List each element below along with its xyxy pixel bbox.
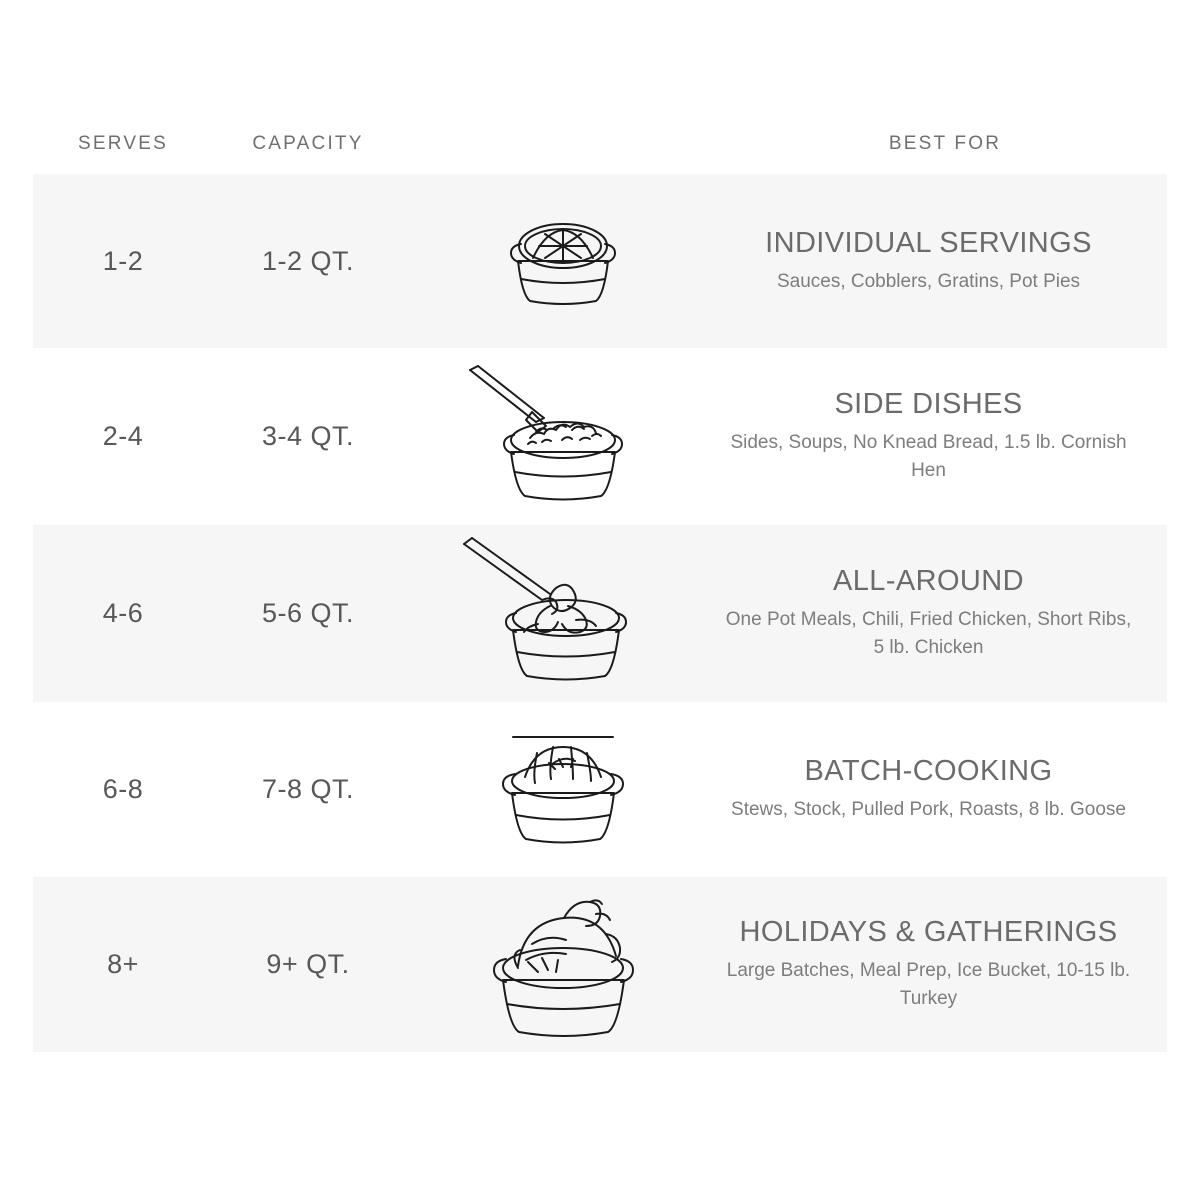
dutch-oven-roast-icon [463, 725, 663, 855]
dutch-oven-fried-chicken-icon [456, 536, 671, 691]
cell-serves: 1-2 [102, 245, 144, 276]
cell-capacity: 3-4 QT. [261, 421, 355, 451]
cell-serves: 4-6 [102, 598, 144, 628]
best-for-description: Sauces, Cobblers, Gratins, Pot Pies [776, 270, 1081, 292]
header-capacity-label: CAPACITY [252, 133, 364, 154]
dutch-oven-side-dish-icon [458, 362, 668, 512]
best-for-description: Stews, Stock, Pulled Pork, Roasts, 8 lb. Goose [731, 799, 1126, 821]
cell-capacity: 7-8 QT. [261, 774, 355, 804]
header-capacity [213, 133, 403, 155]
cell-capacity: 5-6 QT. [261, 598, 355, 628]
best-for-title: INDIVIDUAL SERVINGS [765, 226, 1092, 259]
table-row [33, 525, 1167, 702]
dutch-oven-turkey-icon [456, 882, 671, 1047]
best-for-title: BATCH-COOKING [804, 755, 1053, 788]
cell-best-for [723, 388, 1167, 484]
cell-illustration [403, 362, 723, 512]
header-best-for-label: BEST FOR [888, 133, 1002, 154]
cell-capacity: 1-2 QT. [261, 245, 355, 276]
best-for-description: Sides, Soups, No Knead Bread, 1.5 lb. Cornish Hen [730, 432, 1127, 481]
table-body [33, 174, 1167, 1052]
best-for-title: ALL-AROUND [833, 565, 1024, 598]
cell-best-for [723, 755, 1167, 823]
cell-serves: 8+ [107, 949, 139, 979]
table-header [0, 120, 1200, 168]
header-serves-label: SERVES [78, 133, 168, 154]
best-for-description: Large Batches, Meal Prep, Ice Bucket, 10-15 lb. Turkey [726, 960, 1131, 1009]
cell-best-for [723, 565, 1167, 661]
cell-illustration [403, 882, 723, 1047]
cell-serves: 6-8 [102, 774, 144, 804]
table-row [33, 174, 1167, 348]
cell-best-for [723, 916, 1167, 1012]
best-for-title: SIDE DISHES [834, 388, 1023, 421]
header-serves [33, 133, 213, 155]
header-best-for [723, 133, 1200, 155]
cell-capacity: 9+ QT. [266, 949, 350, 979]
cell-illustration [403, 536, 723, 691]
cell-serves: 2-4 [102, 421, 144, 451]
table-row [33, 877, 1167, 1052]
cell-best-for [723, 227, 1167, 295]
table-row [33, 702, 1167, 877]
best-for-description: One Pot Meals, Chili, Fried Chicken, Short Ribs, 5 lb. Chicken [725, 609, 1132, 658]
cell-illustration [403, 201, 723, 321]
cell-illustration [403, 725, 723, 855]
best-for-title: HOLIDAYS & GATHERINGS [739, 916, 1118, 949]
table-row [33, 348, 1167, 525]
dutch-oven-pot-pie-icon [473, 201, 653, 321]
